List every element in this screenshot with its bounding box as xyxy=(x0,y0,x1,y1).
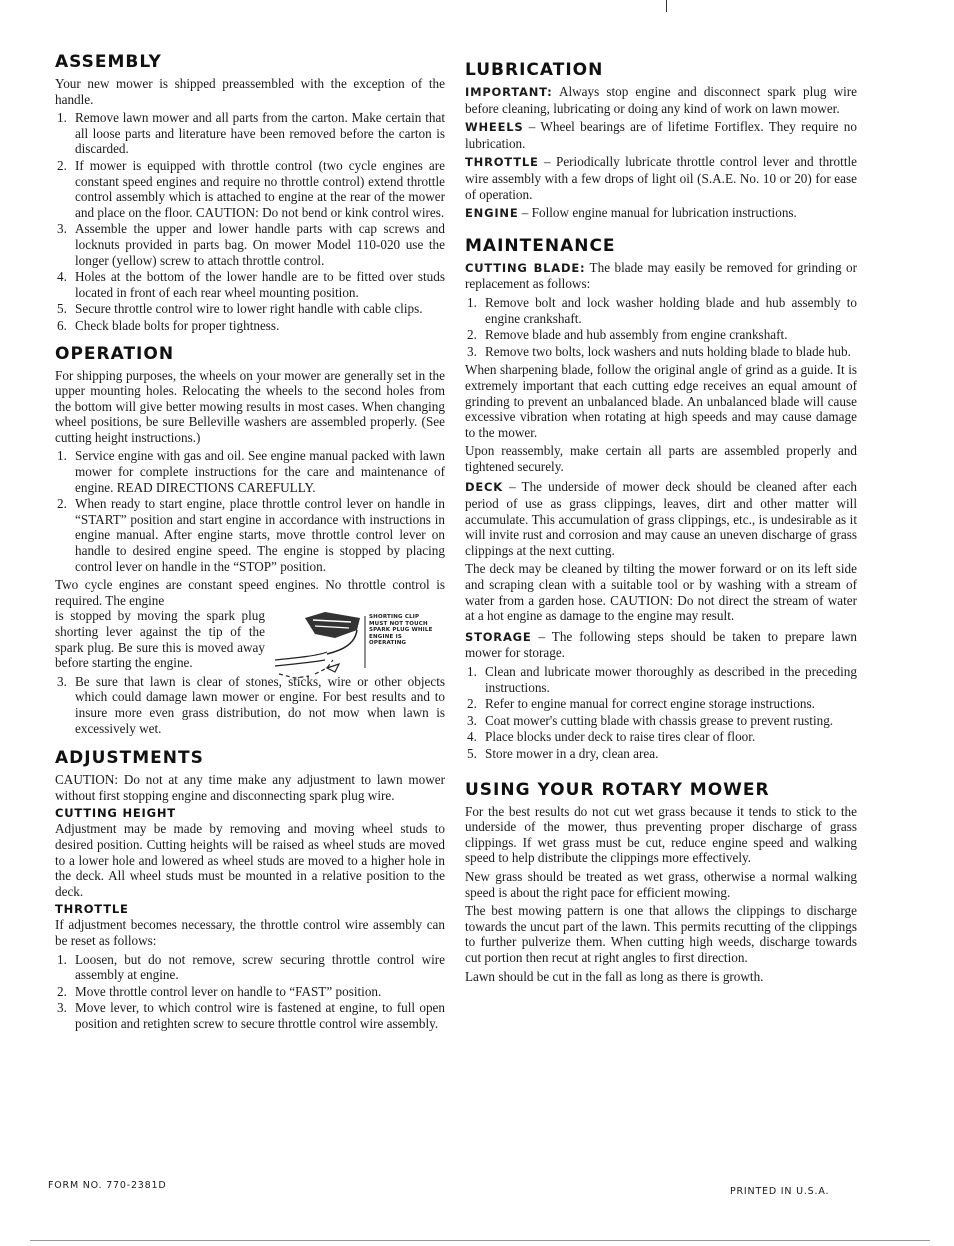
list-number: 2. xyxy=(57,157,67,173)
list-text: Secure throttle control wire to lower right handle with cable clips. xyxy=(75,301,423,317)
sharpening-text: When sharpening blade, follow the original angle of grind as a guide. It is extremely important that each cutting edge receives an equal amount of grinding to prevent an unbalanced blade. An unbalanced blade will cause excessive vibration when rotating at high speeds and may cause damage to the mower. xyxy=(465,362,857,440)
cutting-height-heading: CUTTING HEIGHT xyxy=(55,806,176,821)
list-number: 5. xyxy=(57,301,67,317)
list-number: 4. xyxy=(467,729,477,745)
wheels-text: – Wheel bearings are of lifetime Fortiflex. They require no lubrication. xyxy=(465,119,857,151)
storage-lead: STORAGE xyxy=(465,629,532,644)
maintenance-section xyxy=(465,236,857,762)
adjustments-caution: CAUTION: Do not at any time make any adjustment to lawn mower without first stopping engine and disconnecting spark plug wire. xyxy=(55,772,445,803)
list-text: Refer to engine manual for correct engine storage instructions. xyxy=(485,696,815,712)
using-p4: Lawn should be cut in the fall as long as there is growth. xyxy=(465,968,764,984)
list-item xyxy=(465,664,857,695)
list-text: Holes at the bottom of the lower handle are to be fitted over studs located in front of each rear wheel mounting position. xyxy=(75,269,445,300)
adjustments-heading: ADJUSTMENTS xyxy=(55,748,204,769)
list-number: 3. xyxy=(57,673,67,689)
two-cycle-text-b: is stopped by moving the spark plug shorting lever against the tip of the spark plug. Be sure this is moved away before starting the engine. xyxy=(55,608,265,671)
lubrication-engine xyxy=(465,205,857,222)
operation-list xyxy=(55,448,445,574)
list-number: 2. xyxy=(467,327,477,343)
lubrication-section xyxy=(465,60,857,222)
list-text: If mower is equipped with throttle control (two cycle engines are constant speed engines and require no throttle control) extend throttle control assembly which is attached to engine at the rear of the mower and place on the floor. CAUTION: Do not bend or kink control wires. xyxy=(75,157,445,220)
list-item xyxy=(55,221,445,268)
list-text: Coat mower's cutting blade with chassis grease to prevent rusting. xyxy=(485,712,834,728)
list-number: 1. xyxy=(57,951,67,967)
lubrication-throttle xyxy=(465,154,857,202)
lubrication-wheels xyxy=(465,119,857,151)
list-item xyxy=(55,301,445,317)
list-item xyxy=(55,984,445,1000)
storage-text xyxy=(465,629,857,661)
list-text: Remove two bolts, lock washers and nuts holding blade to blade hub. xyxy=(485,343,851,359)
operation-intro: For shipping purposes, the wheels on your mower are generally set in the upper mounting holes. Relocating the wheels to the second holes from the bottom will give better mowing results in most cases. When changing wheel positions, be sure Belleville washers are assembled properly. (See cutting height instructions.) xyxy=(55,367,445,445)
cutting-height-text: Adjustment may be made by removing and moving wheel studs to desired position. Cutting heights will be raised as wheel studs are moved to a lower hole and lowered as wheel studs are moved to a higher hole in the deck. All wheel studs must be mounted in a relative position to the deck. xyxy=(55,821,445,899)
blade-list xyxy=(465,295,857,359)
list-number: 3. xyxy=(57,221,67,237)
list-text: Place blocks under deck to raise tires clear of floor. xyxy=(485,729,756,745)
assembly-heading: ASSEMBLY xyxy=(55,52,162,72)
list-item xyxy=(55,269,445,300)
important-lead: IMPORTANT: xyxy=(465,85,553,99)
lubrication-important xyxy=(465,84,857,116)
list-text: Move throttle control lever on handle to “FAST” position. xyxy=(75,983,382,999)
list-item xyxy=(55,448,445,495)
engine-lead: ENGINE xyxy=(465,206,519,221)
list-number: 3. xyxy=(467,343,477,359)
list-item xyxy=(55,674,445,736)
lubrication-heading: LUBRICATION xyxy=(465,60,604,80)
spark-plug-figure-wrap xyxy=(55,608,445,670)
storage-body: – The following steps should be taken to prepare lawn mower for storage. xyxy=(465,628,857,661)
list-item xyxy=(55,318,445,334)
list-number: 3. xyxy=(467,712,477,728)
list-text: Remove bolt and lock washer holding blade and hub assembly to engine crankshaft. xyxy=(485,294,857,326)
list-item xyxy=(55,158,445,220)
list-text: Service engine with gas and oil. See engine manual packed with lawn mower for complete instructions for the care and maintenance of engine. READ DIRECTIONS CAREFULLY. xyxy=(75,448,445,495)
throttle-list xyxy=(55,952,445,1032)
using-p3: The best mowing pattern is one that allows the clippings to discharge towards the uncut part of the lawn. This permits recutting of the clippings to further pulverize them. When cutting high weeds, discharge towards cut portion then recut at right angles to first direction. xyxy=(465,903,857,965)
list-item xyxy=(55,496,445,574)
throttle-text: If adjustment becomes necessary, the throttle control wire assembly can be reset as follows: xyxy=(55,917,445,948)
throttle-lube-text: – Periodically lubricate throttle control lever and throttle wire assembly with a few drops of light oil (S.A.E. No. 10 or 20) for ease of operation. xyxy=(465,154,857,202)
list-text: Move lever, to which control wire is fastened at engine, to full open position and retighten screw to secure throttle control wire assembly. xyxy=(75,1000,445,1031)
deck-lead: DECK xyxy=(465,480,503,495)
list-item xyxy=(465,696,857,712)
list-item xyxy=(465,746,857,762)
reassembly-text: Upon reassembly, make certain all parts are assembled properly and tightened securely. xyxy=(465,443,857,474)
cutting-blade-lead: CUTTING BLADE: xyxy=(465,260,586,275)
list-text: When ready to start engine, place throttle control lever on handle in “START” position and start engine in accordance with instructions in engine manual. After engine starts, move throttle control lever on handle to desired engine speed. The engine is stopped by placing control lever on handle in the “STOP” position. xyxy=(75,496,445,574)
list-item xyxy=(465,295,857,326)
list-text: Store mower in a dry, clean area. xyxy=(485,745,659,761)
assembly-section xyxy=(55,52,445,334)
right-column xyxy=(465,60,857,987)
list-number: 4. xyxy=(57,269,67,285)
list-text: Loosen, but do not remove, screw securing throttle control wire assembly at engine. xyxy=(75,951,445,983)
list-number: 1. xyxy=(57,448,67,464)
list-number: 2. xyxy=(57,983,67,999)
operation-list-continued xyxy=(55,674,445,736)
list-item xyxy=(465,713,857,729)
list-number: 6. xyxy=(57,317,67,333)
list-number: 2. xyxy=(57,496,67,512)
list-item xyxy=(55,952,445,983)
list-item xyxy=(55,1000,445,1031)
deck-clean-text: The deck may be cleaned by tilting the mower forward or on its left side and scraping clean with a suitable tool or by washing with a stream of water from a garden hose. CAUTION: Do not direct the stream of water at a hot engine as damage to the engine may result. xyxy=(465,561,857,624)
list-item xyxy=(55,110,445,157)
deck-text xyxy=(465,479,857,558)
list-item xyxy=(465,729,857,745)
list-number: 1. xyxy=(467,294,477,310)
list-text: Assemble the upper and lower handle parts with cap screws and locknuts provided in parts bag. On mower Model 110-020 use the longer (yellow) screw to attach throttle control. xyxy=(75,221,445,268)
printed-in: PRINTED IN U.S.A. xyxy=(730,1186,830,1197)
throttle-lead: THROTTLE xyxy=(465,155,539,170)
list-number: 5. xyxy=(467,745,477,761)
maintenance-heading: MAINTENANCE xyxy=(465,235,616,256)
list-number: 3. xyxy=(57,1000,67,1016)
engine-text: – Follow engine manual for lubrication instructions. xyxy=(518,205,797,221)
list-text: Check blade bolts for proper tightness. xyxy=(75,317,280,333)
list-text: Clean and lubricate mower thoroughly as described in the preceding instructions. xyxy=(485,664,857,695)
top-crop-mark xyxy=(666,0,667,12)
assembly-intro: Your new mower is shipped preassembled with the exception of the handle. xyxy=(55,76,445,107)
two-cycle-text-a: Two cycle engines are constant speed engines. No throttle control is required. The engine xyxy=(55,577,445,608)
figure-caption: SHORTING CLIP MUST NOT TOUCH SPARK PLUG WHILE ENGINE IS OPERATING xyxy=(369,614,433,647)
using-mower-heading: USING YOUR ROTARY MOWER xyxy=(465,779,770,800)
using-p2: New grass should be treated as wet grass, otherwise a normal walking speed is about the right pace for efficient mowing. xyxy=(465,868,857,900)
list-text: Be sure that lawn is clear of stones, sticks, wire or other objects which could damage lawn mower or engine. For best results and to insure more even grass distribution, do not mow when lawn is excessively wet. xyxy=(75,673,445,736)
wheels-lead: WHEELS xyxy=(465,120,524,135)
cutting-blade-body: The blade may easily be removed for grinding or replacement as follows: xyxy=(465,259,857,292)
important-text: Always stop engine and disconnect spark plug wire before cleaning, lubricating or doing any kind of work on lawn mower. xyxy=(465,84,857,116)
using-mower-section xyxy=(465,780,857,985)
form-number: FORM NO. 770-2381D xyxy=(48,1180,167,1191)
cutting-blade-text xyxy=(465,260,857,292)
list-item xyxy=(465,344,857,360)
adjustments-section xyxy=(55,748,445,1031)
using-p1: For the best results do not cut wet grass because it tends to stick to the underside of the mower, thus preventing proper discharge of grass clippings. If wet grass must be cut, reduce engine speed and walking speed to help distribute the clippings more effectively. xyxy=(465,803,857,866)
storage-list xyxy=(465,664,857,762)
list-item xyxy=(465,327,857,343)
operation-section xyxy=(55,344,445,737)
list-number: 1. xyxy=(467,664,477,679)
list-text: Remove lawn mower and all parts from the carton. Make certain that all loose parts and literature have been removed before the carton is discarded. xyxy=(75,110,445,157)
list-number: 2. xyxy=(467,696,477,712)
left-column xyxy=(55,52,445,1034)
operation-heading: OPERATION xyxy=(55,343,175,364)
throttle-heading: THROTTLE xyxy=(55,902,129,917)
bottom-rule xyxy=(30,1240,930,1241)
list-text: Remove blade and hub assembly from engine crankshaft. xyxy=(485,327,788,343)
list-number: 1. xyxy=(57,110,67,126)
assembly-list xyxy=(55,110,445,333)
deck-body: – The underside of mower deck should be cleaned after each period of use as grass clippings, leaves, dirt and other matter will accumulate. This accumulation of grass clippings, etc., is undesirable as it will invite rust and corrosion and may cause an uneven discharge of grass clippings at the next cutting. xyxy=(465,479,857,558)
